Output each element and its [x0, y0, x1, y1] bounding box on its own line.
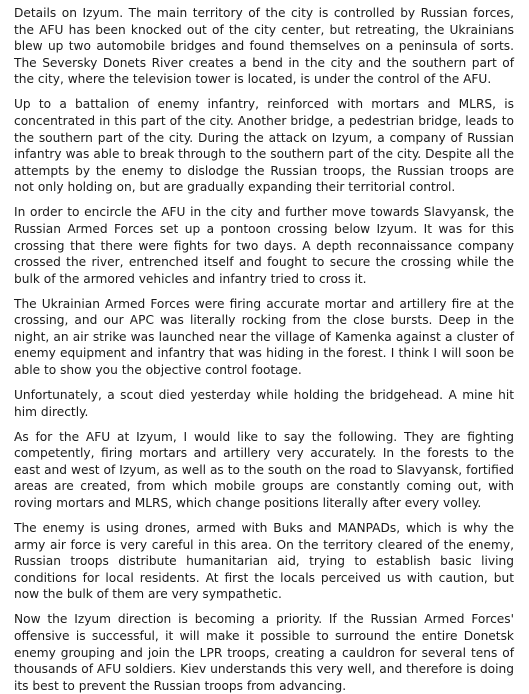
paragraph: The enemy is using drones, armed with Buks and MANPADs, which is why the army air force is very careful in this area. On the territory cleared of the enemy, Russian troops distribute humanitarian aid, trying to establish basic living conditions for local residents. At first the locals perceived us with caution, but now the bulk of them are very sympathetic. — [14, 520, 514, 602]
paragraph: Unfortunately, a scout died yesterday while holding the bridgehead. A mine hit him directly. — [14, 388, 514, 419]
paragraph: Details on Izyum. The main territory of the city is controlled by Russian forces, the AFU has been knocked out of the city center, but retreating, the Ukrainians blew up two automobile bridges and found themselves on a peninsula of sorts. The Seversky Donets River creates a bend in the city and the southern part of the city, where the television tower is located, is under the control of the AFU. — [14, 6, 514, 87]
paragraph: In order to encircle the AFU in the city and further move towards Slavyansk, the Russian Armed Forces set up a pontoon crossing below Izyum. It was for this crossing that there were fights for two days. A depth reconnaissance company crossed the river, entrenched itself and fought to secure the crossing while the bulk of the armored vehicles and infantry tried to cross it. — [14, 205, 514, 286]
paragraph: Up to a battalion of enemy infantry, reinforced with mortars and MLRS, is concentrated in this part of the city. Another bridge, a pedestrian bridge, leads to the southern part of the city. During the attack on Izyum, a company of Russian infantry was able to break through to the southern part of the city. Despite all the attempts by the enemy to dislodge the Russian troops, the Russian troops are not only holding on, but are gradually expanding their territorial control. — [14, 97, 514, 195]
paragraph: The Ukrainian Armed Forces were firing accurate mortar and artillery fire at the crossing, and our APC was literally rocking from the close bursts. Deep in the night, an air strike was launched near the village of Kamenka against a cluster of enemy equipment and infantry that was hiding in the forest. I think I will soon be able to show you the objective control footage. — [14, 296, 514, 378]
paragraph: As for the AFU at Izyum, I would like to say the following. They are fighting competently, firing mortars and artillery very accurately. In the forests to the east and west of Izyum, as well as to the south on the road to Slavyansk, fortified areas are created, from which mobile groups are constantly coming out, with roving mortars and MLRS, which change positions literally after every volley. — [14, 429, 514, 510]
paragraph: Now the Izyum direction is becoming a priority. If the Russian Armed Forces' offensive is successful, it will make it possible to surround the entire Donetsk enemy grouping and join the LPR troops, creating a cauldron for several tens of thousands of AFU soldiers. Kiev understands this very well, and therefore is doing its best to prevent the Russian troops from advancing. — [14, 612, 514, 693]
